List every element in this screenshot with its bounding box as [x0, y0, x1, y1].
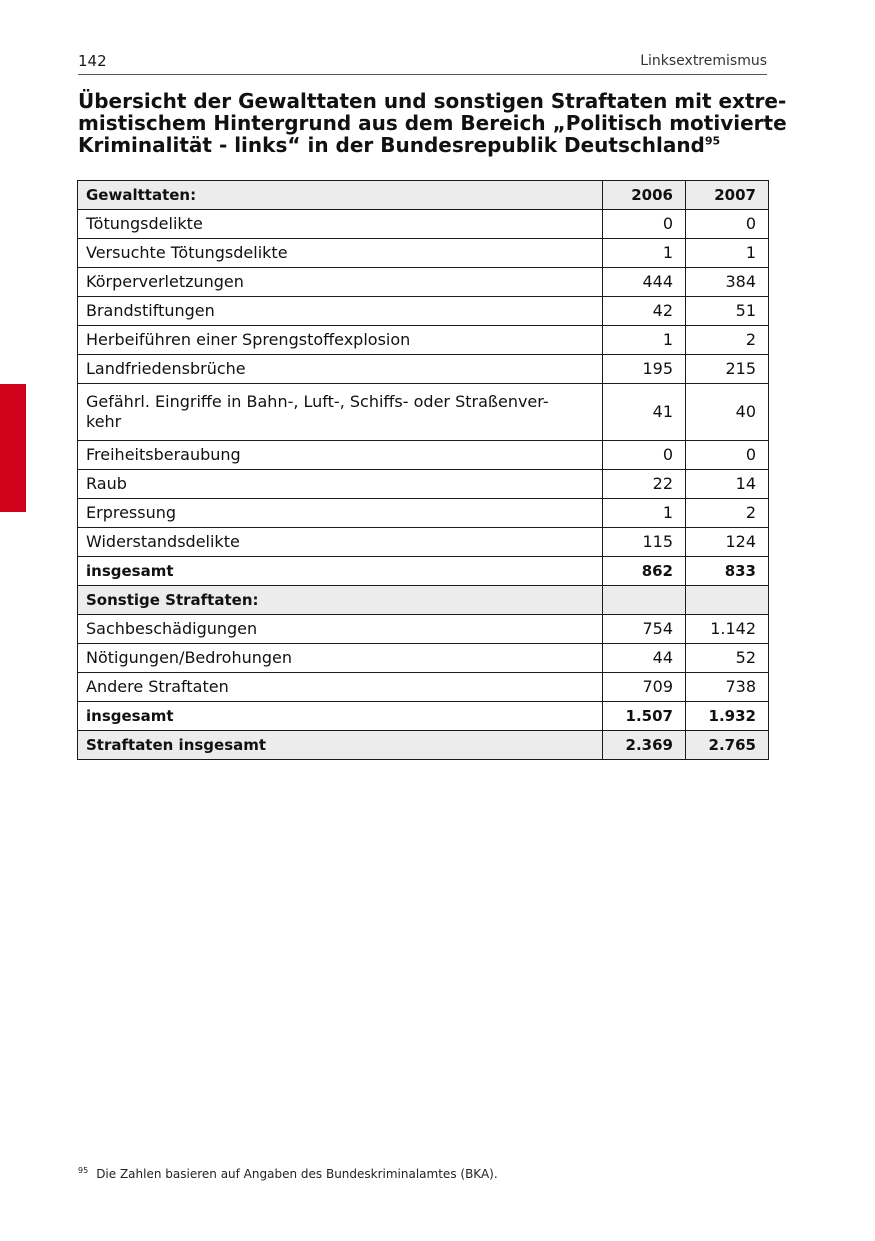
value-2006: 709 — [603, 673, 686, 702]
row-label: Tötungsdelikte — [78, 210, 603, 239]
offences-table — [77, 180, 769, 760]
footnote-number: 95 — [78, 1166, 89, 1175]
table-row — [78, 441, 769, 470]
value-2006: 115 — [603, 528, 686, 557]
value-2006: 44 — [603, 644, 686, 673]
value-2007: 0 — [686, 441, 769, 470]
footnote — [78, 1163, 498, 1182]
running-head: Linksextremismus — [640, 53, 767, 69]
value-2006: 41 — [603, 384, 686, 441]
value-2006: 444 — [603, 268, 686, 297]
value-2007: 1.142 — [686, 615, 769, 644]
row-label: Nötigungen/Bedrohungen — [78, 644, 603, 673]
row-label-line-2: kehr — [86, 412, 122, 431]
table-row — [78, 499, 769, 528]
value-2007: 2 — [686, 326, 769, 355]
table-row — [78, 210, 769, 239]
table-row — [78, 268, 769, 297]
row-label: insgesamt — [78, 702, 603, 731]
value-2007: 2.765 — [686, 731, 769, 760]
header-rule — [78, 74, 767, 75]
subtotal-row-violent — [78, 557, 769, 586]
value-2007: 1.932 — [686, 702, 769, 731]
row-label: insgesamt — [78, 557, 603, 586]
value-2006: 1 — [603, 499, 686, 528]
value-2007: 51 — [686, 297, 769, 326]
value-2006: 1 — [603, 239, 686, 268]
value-2007: 0 — [686, 210, 769, 239]
value-2006: 0 — [603, 210, 686, 239]
value-2006: 42 — [603, 297, 686, 326]
value-2007: 215 — [686, 355, 769, 384]
page-heading — [78, 89, 787, 157]
column-header-2006: 2006 — [603, 181, 686, 210]
row-label: Freiheitsberaubung — [78, 441, 603, 470]
value-2007: 124 — [686, 528, 769, 557]
row-label: Widerstandsdelikte — [78, 528, 603, 557]
table-row — [78, 644, 769, 673]
table-row — [78, 673, 769, 702]
footnote-text: Die Zahlen basieren auf Angaben des Bundeskriminalamtes (BKA). — [96, 1167, 498, 1181]
row-label: Körperverletzungen — [78, 268, 603, 297]
heading-line-1: Übersicht der Gewalttaten und sonstigen Straftaten mit extre- — [78, 89, 787, 113]
table-row — [78, 326, 769, 355]
table-row — [78, 528, 769, 557]
value-2007 — [686, 586, 769, 615]
value-2006: 754 — [603, 615, 686, 644]
grand-total-row — [78, 731, 769, 760]
row-label: Herbeiführen einer Sprengstoffexplosion — [78, 326, 603, 355]
value-2006: 195 — [603, 355, 686, 384]
row-label — [78, 384, 603, 441]
table-header-row — [78, 181, 769, 210]
table-row — [78, 355, 769, 384]
heading-line-2: mistischem Hintergrund aus dem Bereich „Politisch motivierte — [78, 111, 787, 135]
row-label: Andere Straftaten — [78, 673, 603, 702]
heading-footnote-ref: 95 — [704, 134, 721, 148]
value-2006: 862 — [603, 557, 686, 586]
table-row — [78, 615, 769, 644]
column-header-2007: 2007 — [686, 181, 769, 210]
subtotal-row-other — [78, 702, 769, 731]
section-header-other — [78, 586, 769, 615]
value-2007: 14 — [686, 470, 769, 499]
row-label: Straftaten insgesamt — [78, 731, 603, 760]
chapter-side-tab — [0, 384, 26, 512]
table-row — [78, 384, 769, 441]
value-2006: 22 — [603, 470, 686, 499]
value-2006: 2.369 — [603, 731, 686, 760]
value-2006: 1.507 — [603, 702, 686, 731]
value-2006: 1 — [603, 326, 686, 355]
row-label: Brandstiftungen — [78, 297, 603, 326]
heading-line-3-text: Kriminalität - links“ in der Bundesrepublik Deutschland — [78, 133, 705, 157]
value-2007: 1 — [686, 239, 769, 268]
value-2007: 40 — [686, 384, 769, 441]
table-row — [78, 297, 769, 326]
value-2007: 2 — [686, 499, 769, 528]
row-label: Landfriedensbrüche — [78, 355, 603, 384]
row-label: Sonstige Straftaten: — [78, 586, 603, 615]
page-number: 142 — [78, 52, 107, 70]
row-label: Erpressung — [78, 499, 603, 528]
row-label: Sachbeschädigungen — [78, 615, 603, 644]
heading-line-3 — [78, 134, 778, 156]
value-2006: 0 — [603, 441, 686, 470]
value-2007: 52 — [686, 644, 769, 673]
row-label: Versuchte Tötungsdelikte — [78, 239, 603, 268]
value-2007: 384 — [686, 268, 769, 297]
row-label-line-1: Gefährl. Eingriffe in Bahn-, Luft-, Schiffs- oder Straßenver- — [86, 392, 549, 411]
row-label: Raub — [78, 470, 603, 499]
value-2006 — [603, 586, 686, 615]
table-row — [78, 470, 769, 499]
value-2007: 833 — [686, 557, 769, 586]
table-row — [78, 239, 769, 268]
value-2007: 738 — [686, 673, 769, 702]
column-header-category: Gewalttaten: — [78, 181, 603, 210]
